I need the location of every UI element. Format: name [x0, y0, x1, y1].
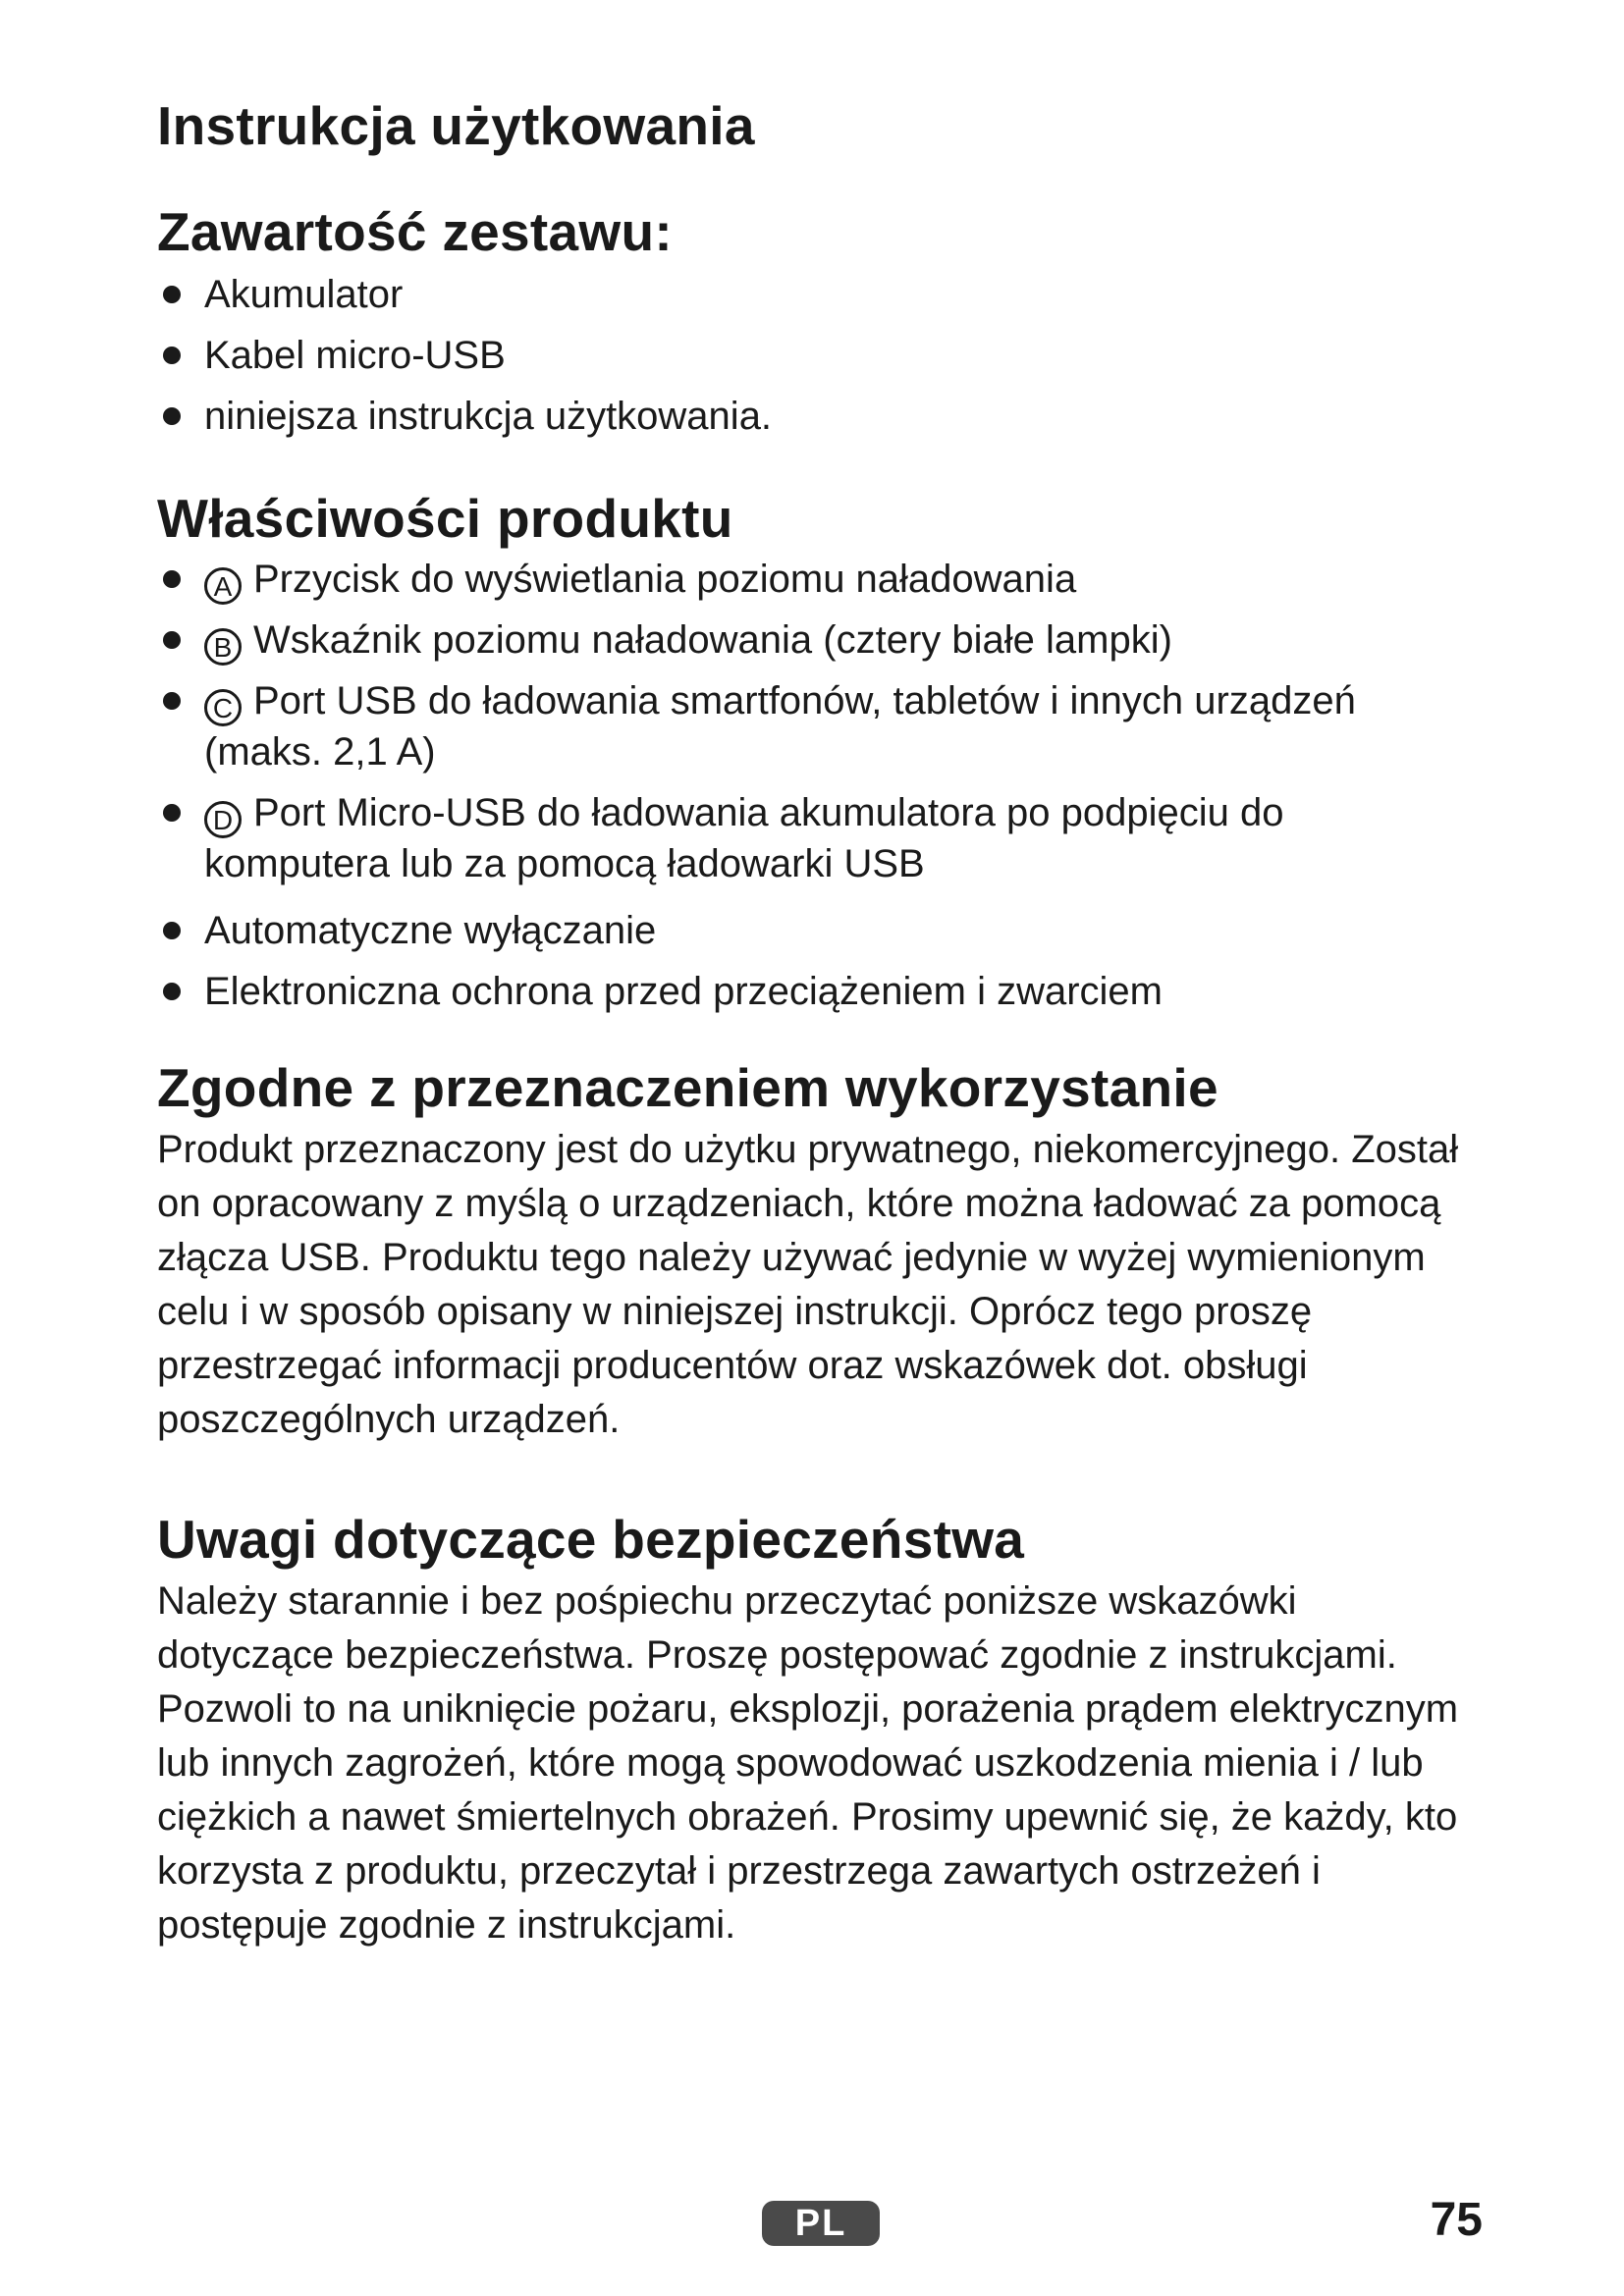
list-item-text: Automatyczne wyłączanie	[204, 909, 657, 952]
page-title: Instrukcja użytkowania	[157, 95, 755, 156]
section-heading-contents: Zawartość zestawu:	[157, 201, 673, 262]
contents-list	[157, 269, 1473, 442]
features-list	[157, 554, 1473, 1017]
bullet-icon	[163, 570, 181, 588]
manual-page	[157, 90, 1473, 1952]
list-item-text: Wskaźnik poziomu naładowania (cztery białe lampki)	[253, 618, 1172, 662]
list-item	[157, 905, 1473, 956]
list-item-text: Kabel micro-USB	[204, 334, 506, 377]
circled-letter-a-icon: A	[204, 567, 242, 605]
section-heading-safety: Uwagi dotyczące bezpieczeństwa	[157, 1509, 1025, 1570]
bullet-icon	[163, 407, 181, 425]
language-badge: PL	[762, 2201, 880, 2246]
list-item-text: Akumulator	[204, 273, 404, 316]
list-item	[157, 675, 1473, 777]
bullet-icon	[163, 631, 181, 649]
circled-letter-b-icon: B	[204, 628, 242, 666]
list-item-text: Port Micro-USB do ładowania akumulatora po podpięciu do komputera lub za pomocą ładowarki USB	[204, 791, 1284, 885]
list-item-text: Elektroniczna ochrona przed przeciążeniem i zwarciem	[204, 970, 1163, 1013]
list-item-text: niniejsza instrukcja użytkowania.	[204, 395, 773, 438]
bullet-icon	[163, 804, 181, 822]
list-item-text: Port USB do ładowania smartfonów, tabletów i innych urządzeń (maks. 2,1 A)	[204, 679, 1356, 774]
list-item	[157, 330, 1473, 381]
list-item	[157, 614, 1473, 666]
bullet-icon	[163, 922, 181, 939]
bullet-icon	[163, 983, 181, 1000]
circled-letter-d-icon: D	[204, 801, 242, 838]
section-heading-features: Właściwości produktu	[157, 488, 733, 549]
list-item-text: Przycisk do wyświetlania poziomu naładowania	[253, 558, 1077, 601]
section-heading-intended-use: Zgodne z przeznaczeniem wykorzystanie	[157, 1057, 1218, 1118]
intended-use-paragraph: Produkt przeznaczony jest do użytku prywatnego, niekomercyjnego. Został on opracowany z myślą o urządzeniach, które można ładować za pomocą złącza USB. Produktu tego należy używać jedynie w wyżej wymienionym celu i w sposób opisany w niniejszej instrukcji. Oprócz tego proszę przestrzegać informacji producentów oraz wskazówek dot. obsługi poszczególnych urządzeń.	[157, 1128, 1459, 1441]
list-item	[157, 554, 1473, 605]
list-item	[157, 269, 1473, 320]
circled-letter-c-icon: C	[204, 689, 242, 726]
bullet-icon	[163, 692, 181, 710]
page-number: 75	[1430, 2194, 1483, 2246]
bullet-icon	[163, 286, 181, 303]
bullet-icon	[163, 347, 181, 364]
list-item	[157, 787, 1473, 889]
safety-paragraph: Należy starannie i bez pośpiechu przeczytać poniższe wskazówki dotyczące bezpieczeństwa. Proszę postępować zgodnie z instrukcjami. Pozwoli to na uniknięcie pożaru, eksplozji, porażenia prądem elektrycznym lub innych zagrożeń, które mogą spowodować uszkodzenia mienia i / lub ciężkich a nawet śmiertelnych obrażeń. Prosimy upewnić się, że każdy, kto korzysta z produktu, przeczytał i przestrzega zawartych ostrzeżeń i postępuje zgodnie z instrukcjami.	[157, 1579, 1459, 1947]
list-item	[157, 391, 1473, 442]
list-item	[157, 966, 1473, 1017]
